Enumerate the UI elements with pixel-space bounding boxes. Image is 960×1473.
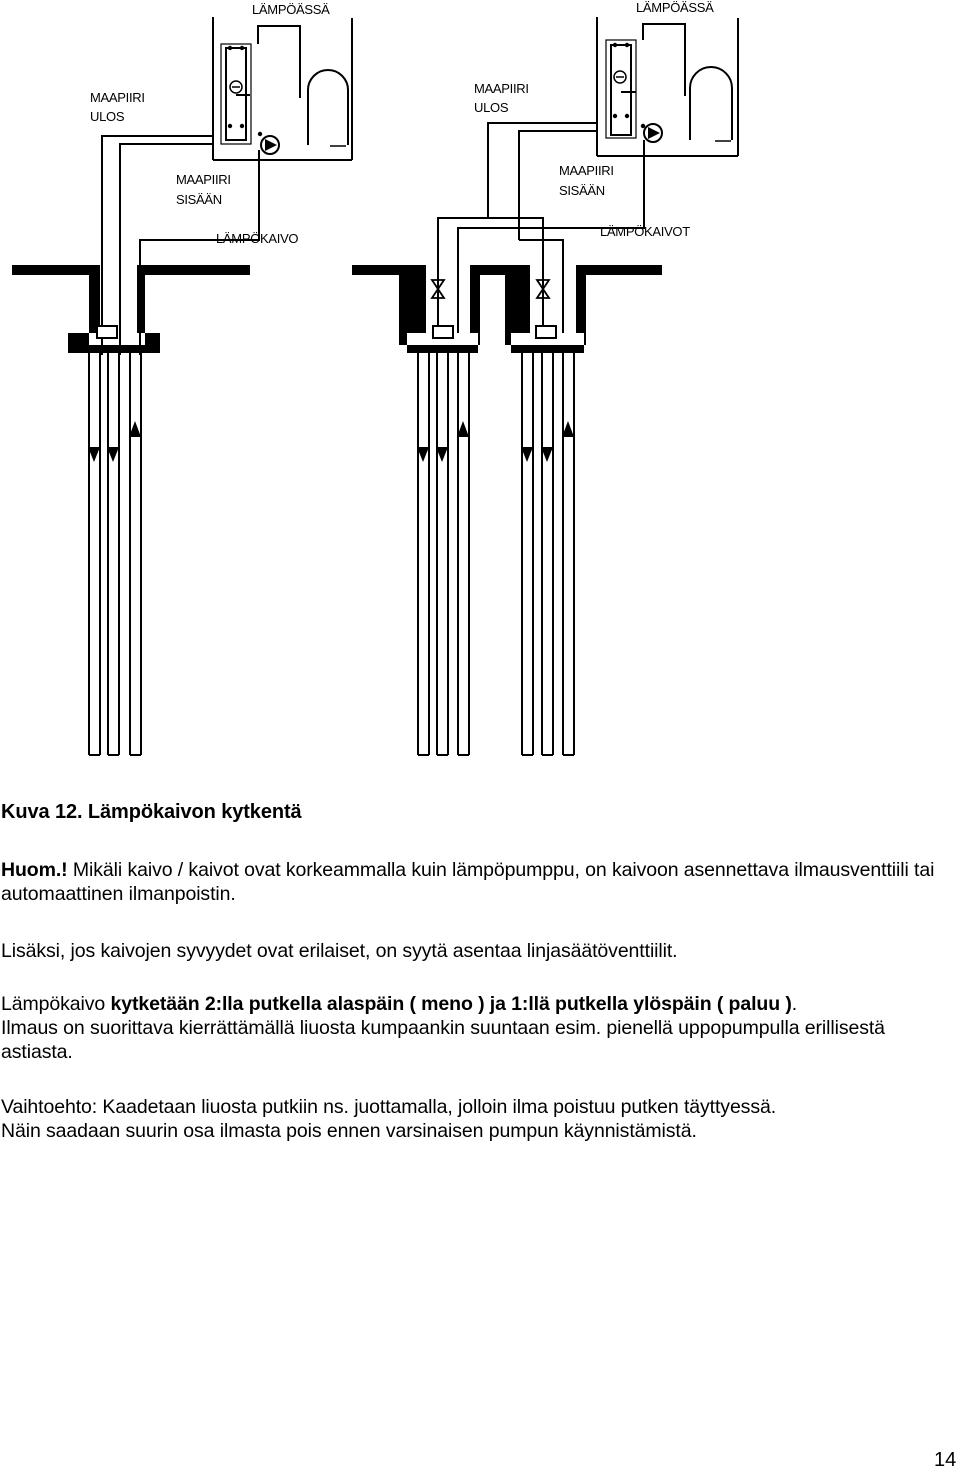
alternative-paragraph-line1: Vaihtoehto: Kaadetaan liuosta putkiin ns. juottamalla, jolloin ilma poistuu putken täyttyessä. — [1, 1096, 777, 1118]
left-lampoassa-label: LÄMPÖÄSSÄ — [252, 2, 330, 17]
note-text: Mikäli kaivo / kaivot ovat korkeammalla kuin lämpöpumppu, on kaivoon asennettava ilmausventtiili tai automaattinen ilmanpoistin. — [1, 859, 935, 905]
connection-period: . — [791, 993, 798, 1015]
left-heat-pump-unit — [213, 17, 352, 160]
left-pump-icon — [261, 136, 279, 154]
valves-paragraph: Lisäksi, jos kaivojen syvyydet ovat erilaiset, on syytä asentaa linjasäätöventtiilit. — [1, 940, 678, 962]
alternative-paragraph-line2: Näin saadaan suurin osa ilmasta pois ennen varsinaisen pumpun käynnistämistä. — [1, 1120, 697, 1142]
page-number: 14 — [934, 1449, 957, 1471]
note-mark: ! — [61, 859, 68, 881]
note-label: Huom. — [1, 859, 62, 881]
right-heat-pump-unit — [597, 17, 738, 156]
right-brine-out-label-line1: MAAPIIRI — [474, 81, 529, 96]
right-brine-in-label-line2: SISÄÄN — [559, 183, 605, 198]
note-paragraph — [1, 858, 959, 906]
left-ground-and-well — [12, 265, 250, 755]
left-brine-in-label-line1: MAAPIIRI — [176, 172, 231, 187]
left-well-label: LÄMPÖKAIVO — [216, 231, 299, 246]
right-port-dots — [613, 43, 645, 128]
figure-caption: Kuva 12. Lämpökaivon kytkentä — [1, 801, 302, 823]
venting-paragraph: Ilmaus on suorittava kierrättämällä liuosta kumpaankin suuntaan esim. pienellä uppopumpulla erillisestä astiasta. — [1, 1017, 885, 1063]
left-brine-out-label-line1: MAAPIIRI — [90, 90, 145, 105]
right-brine-out-label-line2: ULOS — [474, 100, 509, 115]
left-brine-out-label-line2: ULOS — [90, 109, 125, 124]
right-lampoassa-label: LÄMPÖÄSSÄ — [636, 0, 714, 15]
connection-lead: Lämpökaivo — [1, 993, 111, 1015]
connection-bold-text: kytketään 2:lla putkella alaspäin ( meno ) ja 1:llä putkella ylöspäin ( paluu ) — [110, 993, 792, 1015]
right-brine-in-label-line1: MAAPIIRI — [559, 163, 614, 178]
connection-paragraph — [1, 992, 959, 1016]
left-brine-in-label-line2: SISÄÄN — [176, 192, 222, 207]
right-wells-label: LÄMPÖKAIVOT — [600, 224, 690, 239]
right-ground-and-wells — [352, 265, 662, 755]
right-pump-icon — [644, 124, 662, 142]
